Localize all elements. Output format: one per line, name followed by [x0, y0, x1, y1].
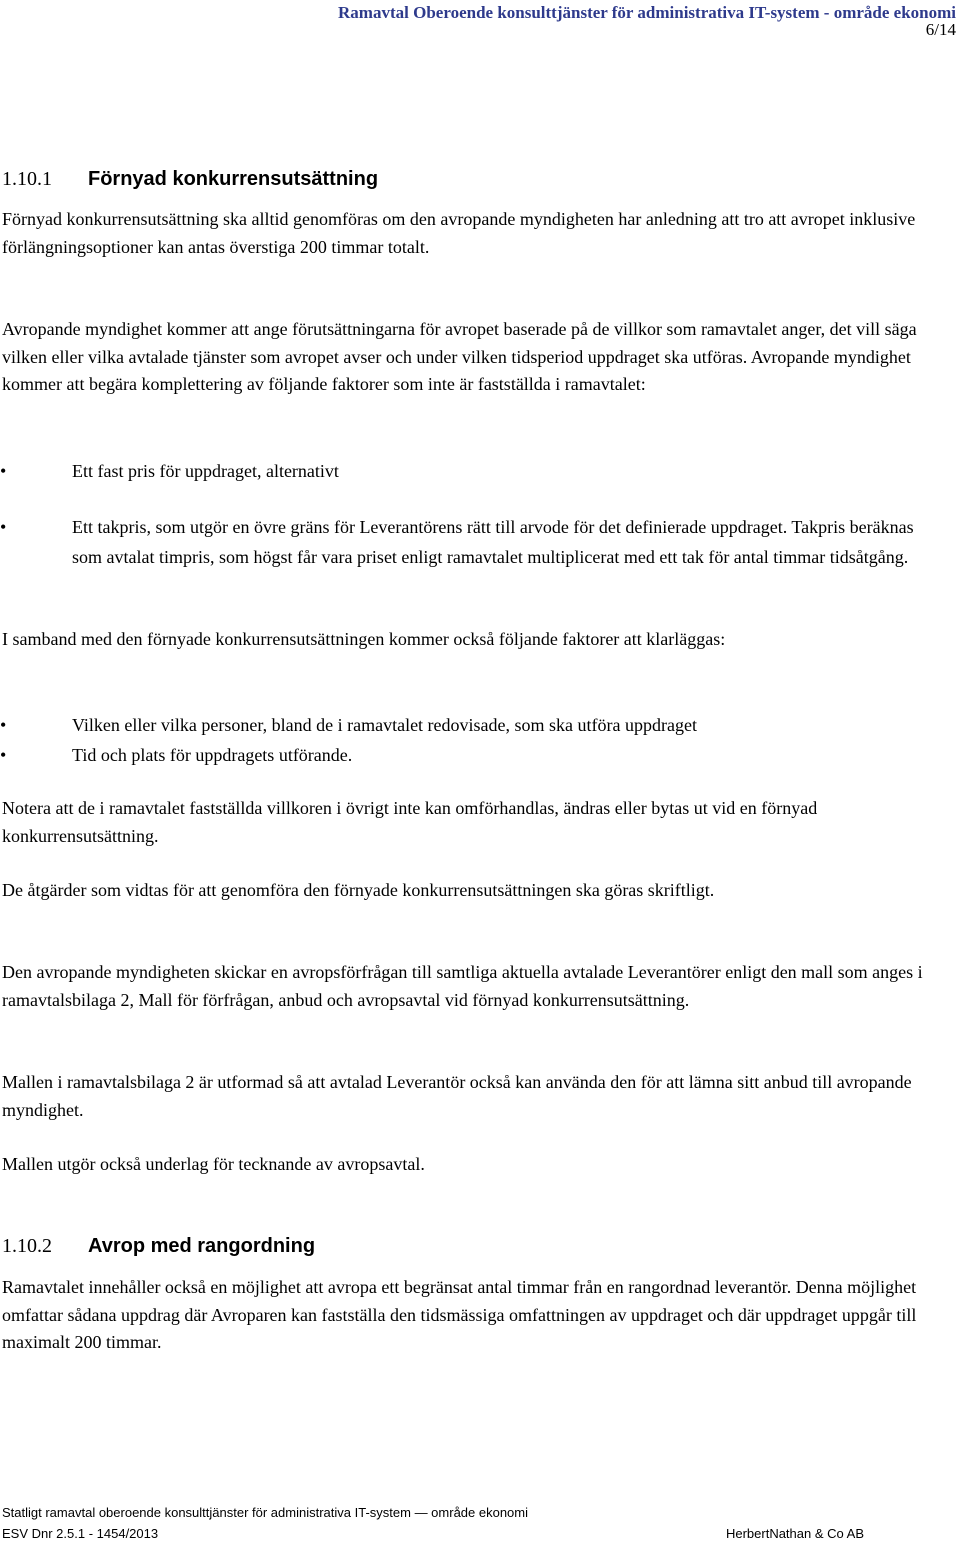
paragraph: Notera att de i ramavtalet fastställda villkoren i övrigt inte kan omförhandlas, ändras eller bytas ut vid en förnyad konkurrensutsättning.: [2, 798, 818, 846]
paragraph: I samband med den förnyade konkurrensutsättningen kommer också följande faktorer att klarläggas:: [2, 629, 726, 649]
paragraph: Avropande myndighet kommer att ange förutsättningarna för avropet baserade på de villkor som ramavtalet anger, det vill säga vilken eller vilka avtalade tjänster som avropet avser och under vilken tidsperiod uppdraget ska utföras. Avropande myndighet kommer att begära komplettering av följande faktorer som inte är fastställda i ramavtalet:: [2, 319, 917, 394]
bullet-glyph: •: [0, 745, 7, 765]
list-item-text: Ett takpris, som utgör en övre gräns för Leverantörens rätt till arvode för det definierade uppdraget. Takpris beräknas som avtalat timpris, som högst får vara priset enligt ramavtalet multiplicerat med ett tak för antal timmar tidsåtgång.: [72, 517, 914, 567]
running-header-title: Ramavtal Oberoende konsulttjänster för administrativa IT-system - område ekonomi: [338, 3, 956, 22]
list-item: [0, 512, 918, 572]
section-number: 1.10.2: [2, 1235, 52, 1257]
bullet-glyph: •: [0, 461, 7, 481]
list-item-text: Tid och plats för uppdragets utförande.: [72, 745, 353, 765]
page-number: 6/14: [925, 20, 956, 39]
bullet-glyph: •: [0, 517, 7, 537]
section-title: Förnyad konkurrensutsättning: [88, 168, 379, 190]
paragraph: Förnyad konkurrensutsättning ska alltid genomföras om den avropande myndigheten har anledning att tro att avropet inklusive förlängningsoptioner kan antas överstiga 200 timmar totalt.: [2, 209, 916, 257]
footer-dnr: ESV Dnr 2.5.1 - 1454/2013: [2, 1526, 159, 1541]
section-title: Avrop med rangordning: [88, 1235, 316, 1257]
section-heading-1-10-2: [2, 1235, 315, 1258]
bullet-glyph: •: [0, 715, 7, 735]
list-item-text: Vilken eller vilka personer, bland de i ramavtalet redovisade, som ska utföra uppdraget: [72, 715, 697, 735]
footer-company: HerbertNathan & Co AB: [725, 1526, 864, 1541]
paragraph: De åtgärder som vidtas för att genomföra den förnyade konkurrensutsättningen ska göras skriftligt.: [2, 880, 715, 900]
list-item: [0, 740, 918, 770]
list-item-text: Ett fast pris för uppdraget, alternativt: [72, 461, 339, 481]
list-item: [0, 456, 918, 486]
paragraph: Mallen i ramavtalsbilaga 2 är utformad så att avtalad Leverantör också kan använda den för att lämna sitt anbud till avropande myndighet.: [2, 1072, 912, 1120]
paragraph: Ramavtalet innehåller också en möjlighet att avropa ett begränsat antal timmar från en rangordnad leverantör. Denna möjlighet omfattar sådana uppdrag där Avroparen kan fastställa den tidsmässiga omfattningen av uppdraget och där uppdraget uppgår till maximalt 200 timmar.: [2, 1277, 917, 1352]
section-number: 1.10.1: [2, 168, 52, 190]
list-item: [0, 710, 918, 740]
paragraph: Den avropande myndigheten skickar en avropsförfrågan till samtliga aktuella avtalade Leverantörer enligt den mall som anges i ramavtalsbilaga 2, Mall för förfrågan, anbud och avropsavtal vid förnyad konkurrensutsättning.: [2, 962, 923, 1010]
footer-title: Statligt ramavtal oberoende konsulttjänster för administrativa IT-system — område ekonomi: [2, 1505, 529, 1520]
paragraph: Mallen utgör också underlag för tecknande av avropsavtal.: [2, 1154, 425, 1174]
section-heading-1-10-1: [2, 168, 378, 191]
